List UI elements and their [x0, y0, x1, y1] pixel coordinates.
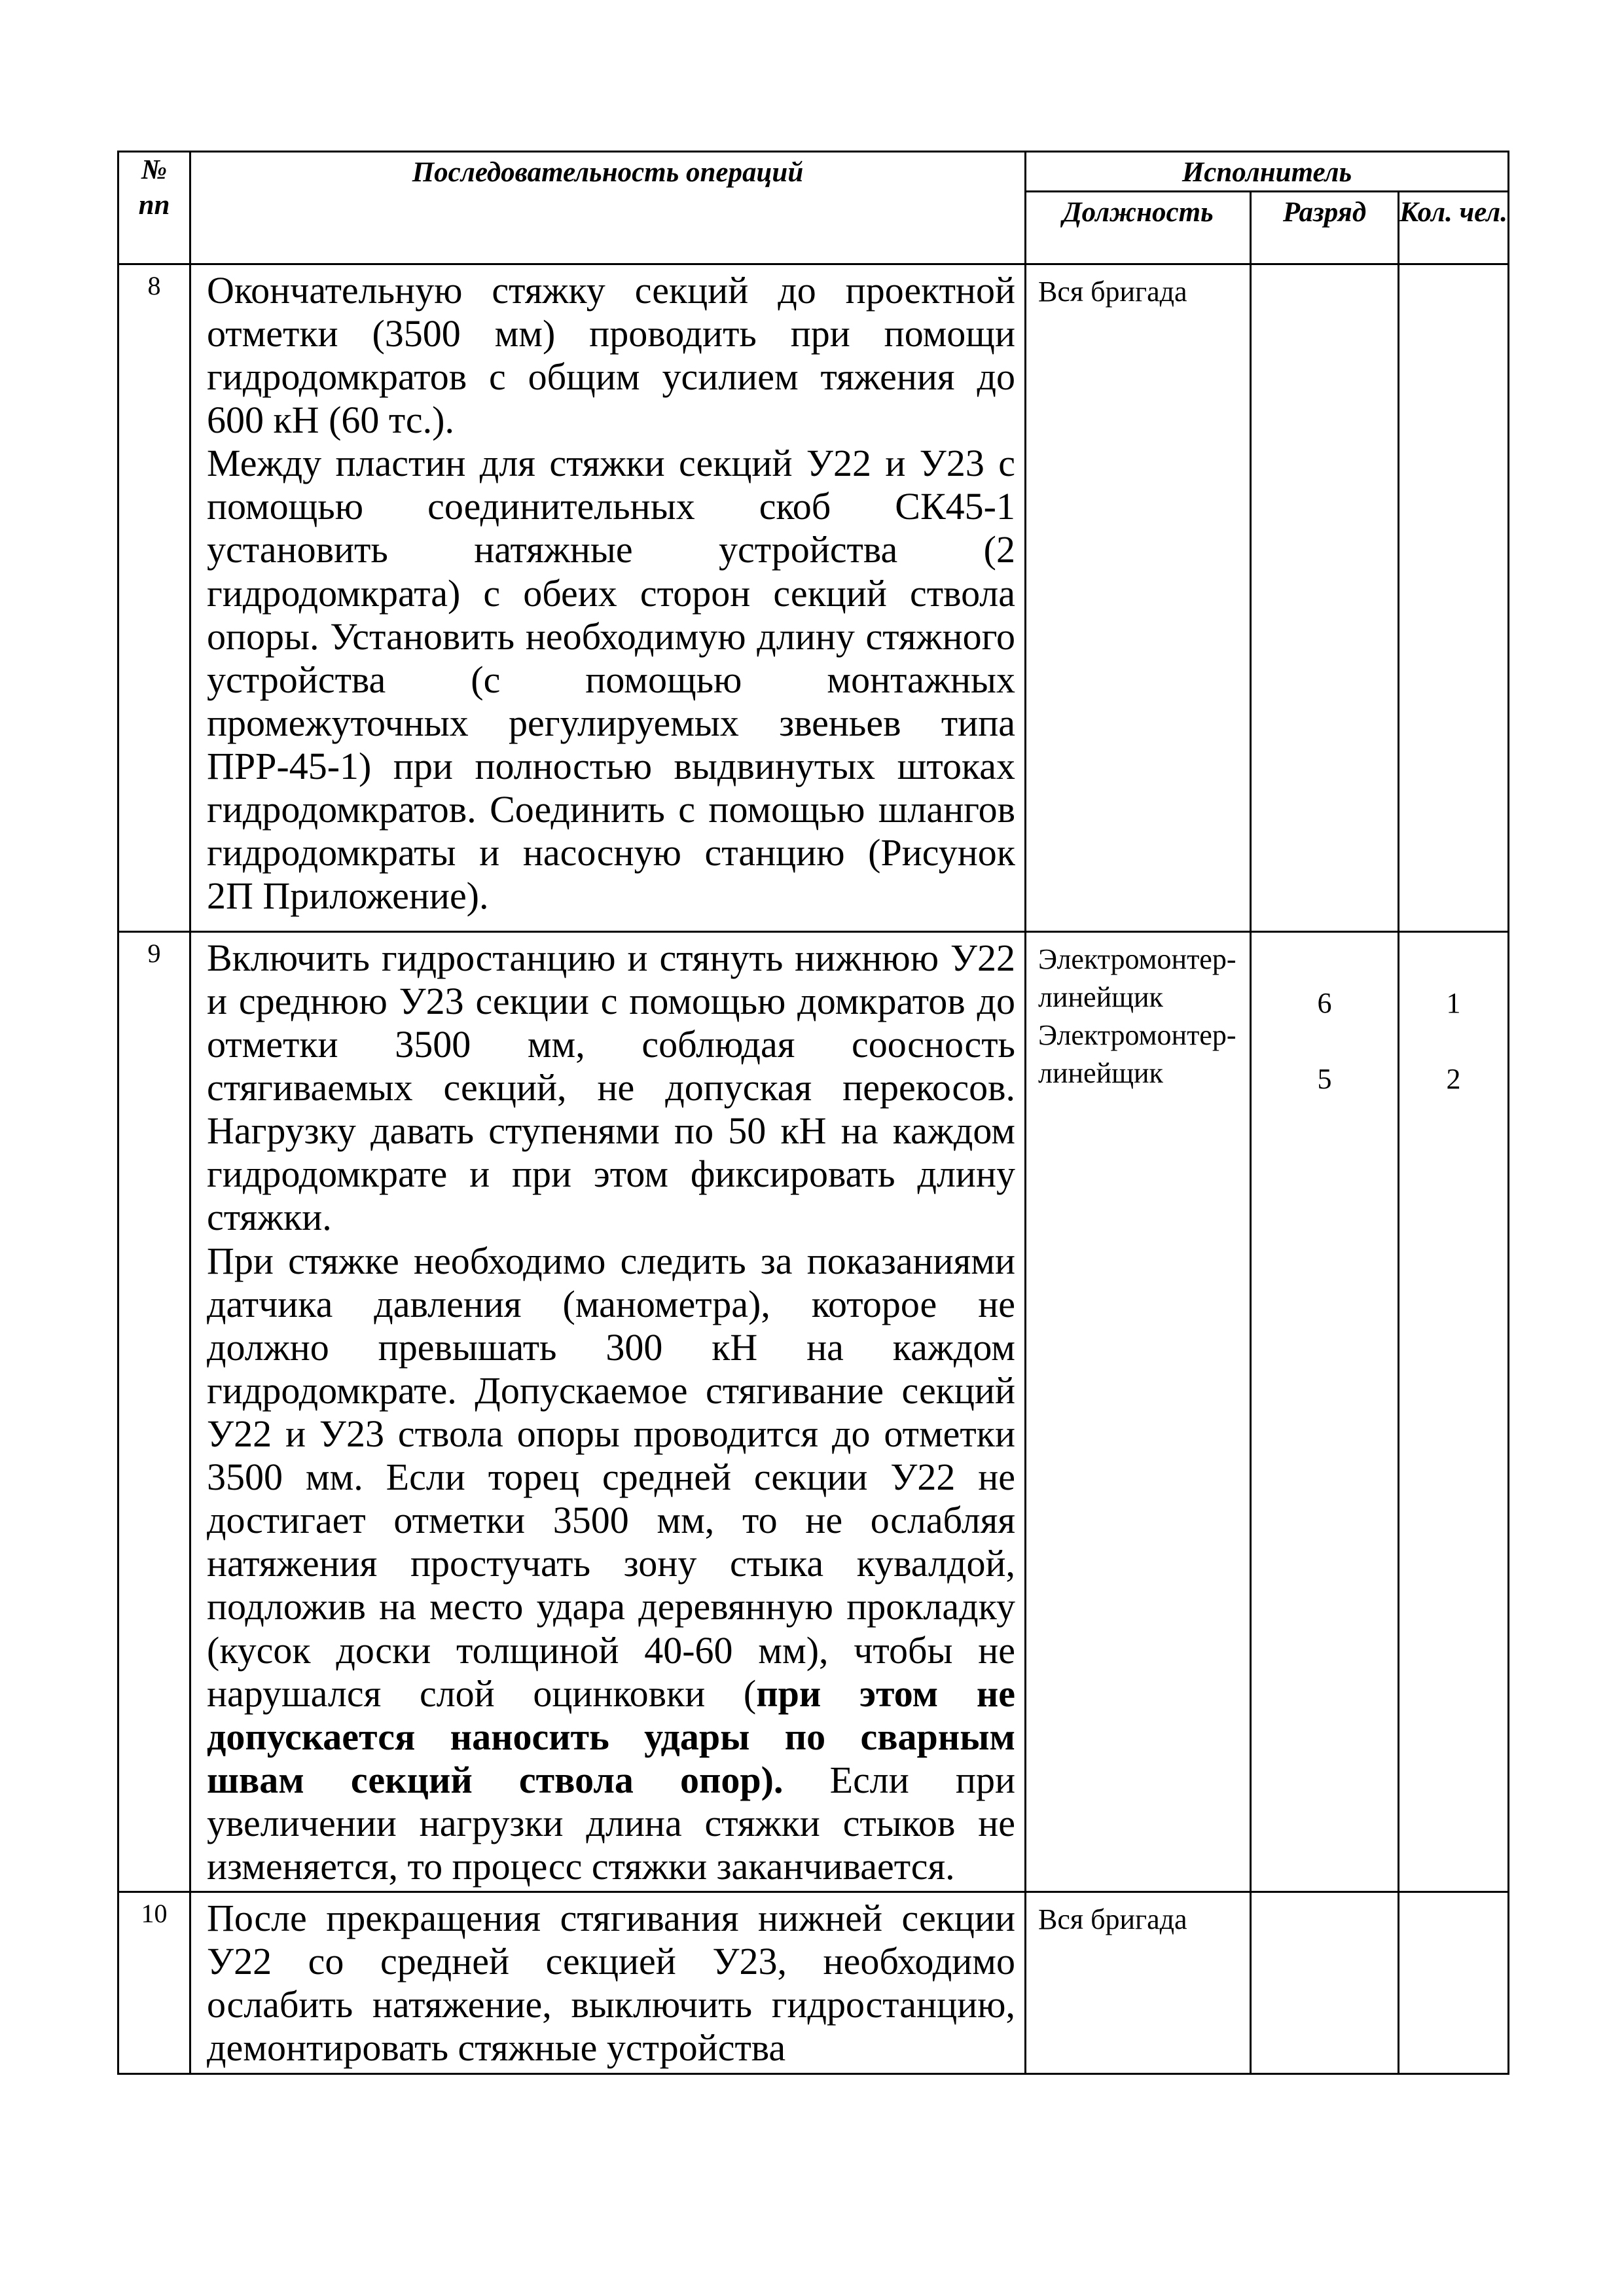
operation-paragraph: После прекращения стягивания нижней секции У22 со средней секцией У23, необходимо ослабить натяжение, выключить гидростанцию, демонтировать стяжные устройства: [207, 1897, 1015, 2070]
table-row: [118, 264, 1509, 931]
operation-text-part: При стяжке необходимо следить за показаниями датчика давления (манометра), которое не должно превышать 300 кН на каждом гидродомкрате. Допускаемое стягивание секций У22 и У23 ствола опоры проводится до отметки 3500 мм. Если торец средней секции У22 не достигает отметки 3500 мм, то не ослабляя натяжения простучать зону стыка кувалдой, подложив на место удара деревянную прокладку (кусок доски толщиной 40-60 мм), чтобы не нарушался слой оцинковки (: [207, 1239, 1015, 1715]
header-grade: Разряд: [1251, 191, 1399, 264]
executor-position: Вся бригада: [1026, 1892, 1251, 2073]
executor-grade: [1251, 931, 1399, 1892]
executor-grade-2: 5: [1317, 1062, 1332, 1095]
operation-warning-bold: при этом не допускается наносить удары по сварным швам секций ствола опор).: [207, 1672, 1015, 1801]
header-row-1: [118, 152, 1509, 192]
executor-position-2: Электромонтер-линейщик: [1038, 1018, 1236, 1089]
operation-paragraph: Окончательную стяжку секций до проектной отметки (3500 мм) проводить при помощи гидродомкратов с общим усилием тяжения до 600 кН (60 тс.).: [207, 268, 1015, 442]
row-number: 10: [118, 1892, 190, 2073]
header-num-line1: №: [141, 154, 168, 185]
executor-grade-1: 6: [1317, 986, 1332, 1019]
executor-grade: [1251, 1892, 1399, 2073]
header-num: [118, 152, 190, 264]
operation-paragraph: [207, 1240, 1015, 1889]
executor-count-1: 1: [1446, 986, 1461, 1019]
executor-position-1: Электромонтер-линейщик: [1038, 942, 1236, 1013]
operation-text: [190, 931, 1026, 1892]
executor-count: [1399, 931, 1509, 1892]
header-num-line2: пп: [138, 189, 170, 221]
operation-text: [190, 264, 1026, 931]
operation-paragraph: Между пластин для стяжки секций У22 и У23 с помощью соединительных скоб СК45-1 установить натяжные устройства (2 гидродомкрата) с обеих сторон секций ствола опоры. Установить необходимую длину стяжного устройства (с помощью монтажных промежуточных регулируемых звеньев типа ПРР-45-1) при полностью выдвинутых штоках гидродомкратов. Соединить с помощью шлангов гидродомкраты и насосную станцию (Рисунок 2П Приложение).: [207, 442, 1015, 918]
executor-position: Вся бригада: [1026, 264, 1251, 931]
executor-count: [1399, 264, 1509, 931]
operation-paragraph: Включить гидростанцию и стянуть нижнюю У22 и среднюю У23 секции с помощью домкратов до отметки 3500 мм, соблюдая соосность стягиваемых секций, не допуская перекосов. Нагрузку давать ступенями по 50 кН на каждом гидродомкрате и при этом фиксировать длину стяжки.: [207, 936, 1015, 1239]
table-row: [118, 931, 1509, 1892]
header-executor: Исполнитель: [1026, 152, 1509, 192]
operation-text-part: Если при увеличении нагрузки длина стяжки стыков не изменяется, то процесс стяжки заканчивается.: [207, 1758, 1016, 1888]
header-sequence: Последовательность операций: [190, 152, 1026, 264]
executor-count-2: 2: [1446, 1062, 1461, 1095]
row-number: 9: [118, 931, 190, 1892]
executor-grade: [1251, 264, 1399, 931]
executor-count: [1399, 1892, 1509, 2073]
executor-position: [1026, 931, 1251, 1892]
header-count: Кол. чел.: [1399, 191, 1509, 264]
table-row: [118, 1892, 1509, 2073]
header-position: Должность: [1026, 191, 1251, 264]
operations-table: [117, 151, 1509, 2075]
row-number: 8: [118, 264, 190, 931]
operation-text: [190, 1892, 1026, 2073]
